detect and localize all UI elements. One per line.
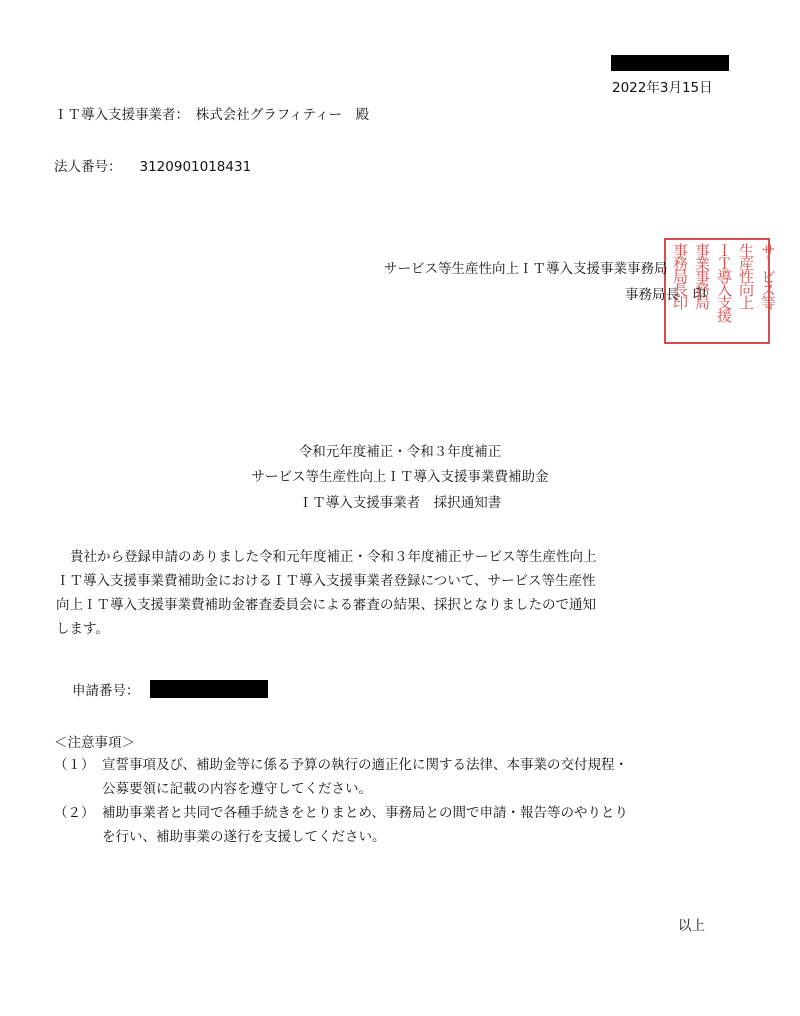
sender-office: サービス等生産性向上ＩＴ導入支援事業事務局 [384, 261, 668, 277]
application-number-label: 申請番号： [72, 683, 140, 699]
note-line: 補助事業者と共同で各種手続きをとりまとめ、事務局との間で申請・報告等のやりとり [102, 805, 628, 821]
redacted-block-top [611, 55, 729, 71]
note-number: （１） [54, 757, 95, 773]
sender-title: 事務局長 印 [625, 287, 706, 303]
note-line: 公募要領に記載の内容を遵守してください。 [102, 781, 372, 797]
stamp-column: 事業事務局 [693, 243, 711, 308]
heading-line-2: サービス等生産性向上ＩＴ導入支援事業費補助金 [251, 469, 549, 485]
note-item [54, 801, 628, 849]
body-line: ＩＴ導入支援事業費補助金におけるＩＴ導入支援事業者登録について、サービス等生産性 [56, 573, 596, 589]
note-line: 宣誓事項及び、補助金等に係る予算の執行の適正化に関する法律、本事業の交付規程・ [102, 757, 628, 773]
notes-list [54, 753, 628, 849]
stamp-column: サービス等 [759, 243, 777, 308]
redacted-application-number [150, 680, 268, 698]
body-line: 向上ＩＴ導入支援事業費補助金審査委員会による審査の結果、採択となりましたので通知 [56, 597, 596, 613]
stamp-column: 生産性向上 [737, 243, 755, 308]
corporate-number-label: 法人番号： [54, 159, 122, 175]
body-line: します。 [56, 621, 109, 637]
recipient-line: ＩＴ導入支援事業者： 株式会社グラフィティー 殿 [54, 107, 370, 123]
stamp-column: ＩＴ導入支援 [715, 243, 733, 321]
heading-line-3: ＩＴ導入支援事業者 採択通知書 [298, 495, 502, 511]
closing-text: 以上 [678, 918, 705, 934]
note-number: （２） [54, 805, 95, 821]
heading-line-1: 令和元年度補正・令和３年度補正 [298, 444, 502, 460]
note-line: を行い、補助事業の遂行を支援してください。 [102, 829, 386, 845]
body-paragraph [56, 545, 597, 641]
note-item [54, 753, 628, 801]
corporate-number-row [54, 157, 251, 177]
corporate-number-value: 3120901018431 [139, 159, 252, 175]
body-line: 貴社から登録申請のありました令和元年度補正・令和３年度補正サービス等生産性向上 [70, 549, 597, 565]
document-date: 2022年3月15日 [612, 80, 713, 96]
notes-title: ＜注意事項＞ [54, 735, 135, 751]
stamp-column: 事務局長印 [671, 243, 689, 308]
